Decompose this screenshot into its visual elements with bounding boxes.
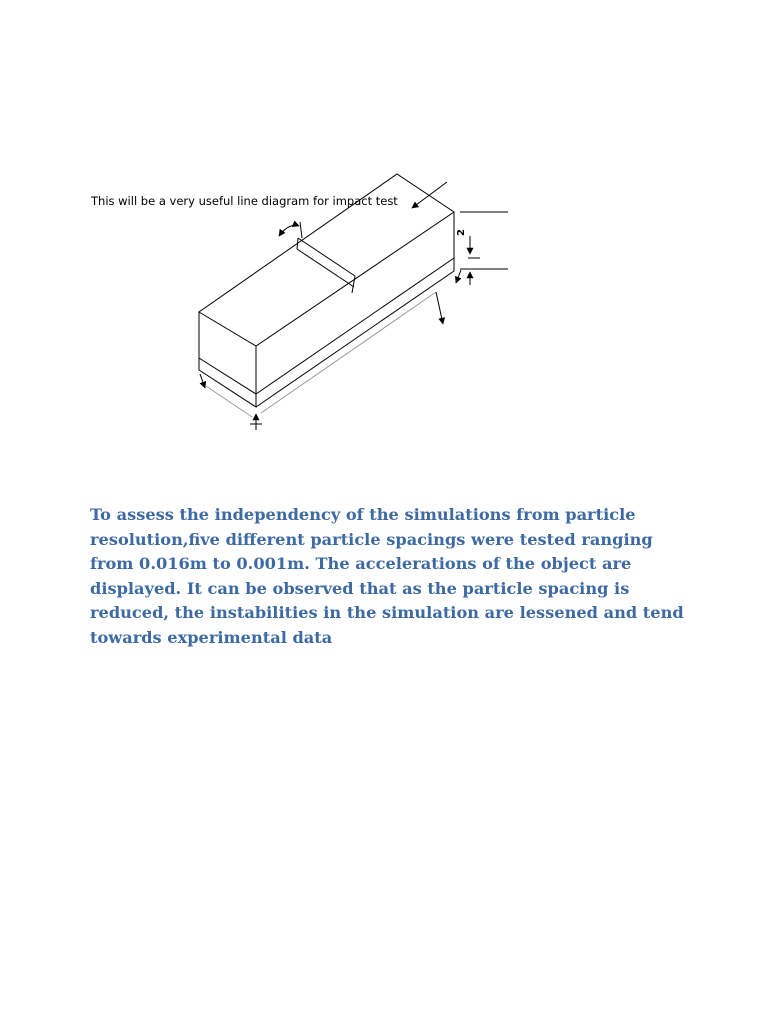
notch-lines: [297, 222, 355, 293]
width-dimension: [200, 374, 262, 430]
dimension-label: 2: [456, 229, 467, 236]
beam-block: [199, 174, 454, 407]
body-paragraph: To assess the independency of the simulations from particle resolution,five different particle spacings were tested ranging from 0.016m to 0.001m. The accelerations of the object are displayed. It can be observed that as the particle spacing is reduced, the instabilities in the simulation are lessened and tend towards experimental data: [90, 505, 684, 647]
base-layer-end: [199, 358, 256, 407]
base-layer-side: [256, 258, 454, 407]
length-dimension: [261, 292, 443, 413]
beam-end-face: [199, 312, 256, 394]
diagram-caption: This will be a very useful line diagram for impact test: [91, 194, 398, 208]
height-dimension: [456, 212, 508, 285]
rotation-arrow: [279, 225, 299, 236]
impact-test-line-diagram: [0, 0, 768, 460]
beam-side-face: [256, 212, 454, 394]
